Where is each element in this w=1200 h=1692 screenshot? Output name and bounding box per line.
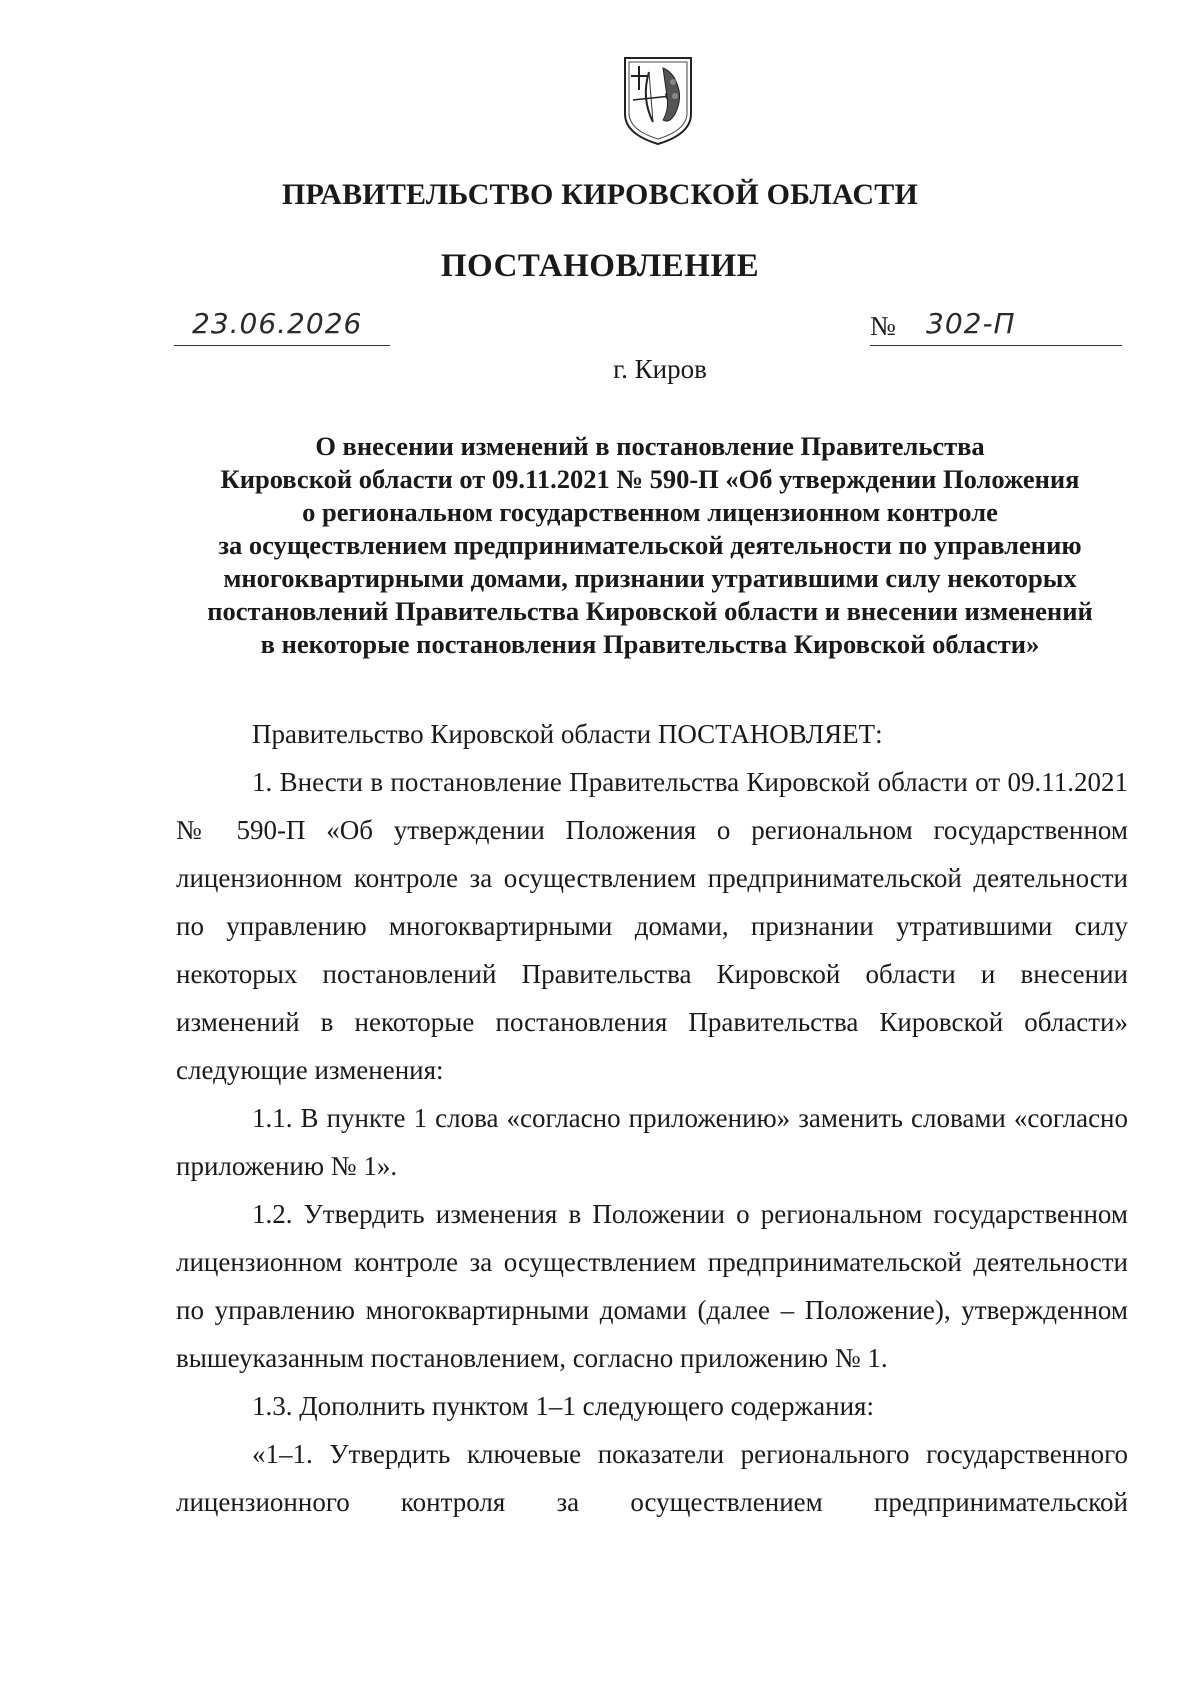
paragraph-1-2: 1.2. Утвердить изменения в Положении о региональном государственном лицензионном контроле за осуществлением предпринимательской деятельности по управлению многоквартирными домами (далее – Положение), утвержденном вышеуказанным постановлением, согласно приложению № 1. (176, 1199, 1128, 1373)
document-date: 23.06.2026 (192, 307, 363, 340)
paragraph-1-3-quote: «1–1. Утвердить ключевые показатели регионального государственного лицензионного контроля за осуществлением предпринимательской (176, 1439, 1128, 1517)
title-line: в некоторые постановления Правительства Кировской области» (260, 629, 1040, 659)
document-title (170, 430, 1130, 661)
title-line: за осуществлением предпринимательской деятельности по управлению (218, 530, 1082, 560)
document-number-field (870, 305, 1122, 346)
title-line: о региональном государственном лицензионном контроле (302, 497, 998, 527)
number-sign: № (870, 311, 896, 341)
paragraph-1-3: 1.3. Дополнить пунктом 1–1 следующего содержания: (252, 1391, 874, 1421)
preamble: Правительство Кировской области ПОСТАНОВЛЯЕТ: (252, 719, 883, 749)
paragraph-1: 1. Внести в постановление Правительства Кировской области от 09.11.2021 № 590-П «Об утверждении Положения о региональном государственном лицензионном контроле за осуществлением предпринимательской деятельности по управлению многоквартирными домами, признании утратившими силу некоторых постановлений Правительства Кировской области и внесении изменений в некоторые постановления Правительства Кировской области» следующие изменения: (176, 767, 1128, 1085)
kirov-coat-of-arms-icon (619, 52, 697, 148)
document-number: 302-П (926, 307, 1016, 340)
document-type: ПОСТАНОВЛЕНИЕ (440, 248, 760, 284)
city: г. Киров (613, 354, 707, 384)
title-line: О внесении изменений в постановление Правительства (315, 431, 985, 461)
title-line: многоквартирными домами, признании утратившими силу некоторых (223, 563, 1077, 593)
document-date-field (174, 305, 390, 346)
organization-name: ПРАВИТЕЛЬСТВО КИРОВСКОЙ ОБЛАСТИ (282, 178, 918, 211)
title-line: Кировской области от 09.11.2021 № 590-П «Об утверждении Положения (220, 464, 1080, 494)
title-line: постановлений Правительства Кировской области и внесении изменений (207, 596, 1093, 626)
document-body (176, 710, 1128, 1526)
paragraph-1-1: 1.1. В пункте 1 слова «согласно приложению» заменить словами «согласно приложению № 1». (176, 1103, 1128, 1181)
